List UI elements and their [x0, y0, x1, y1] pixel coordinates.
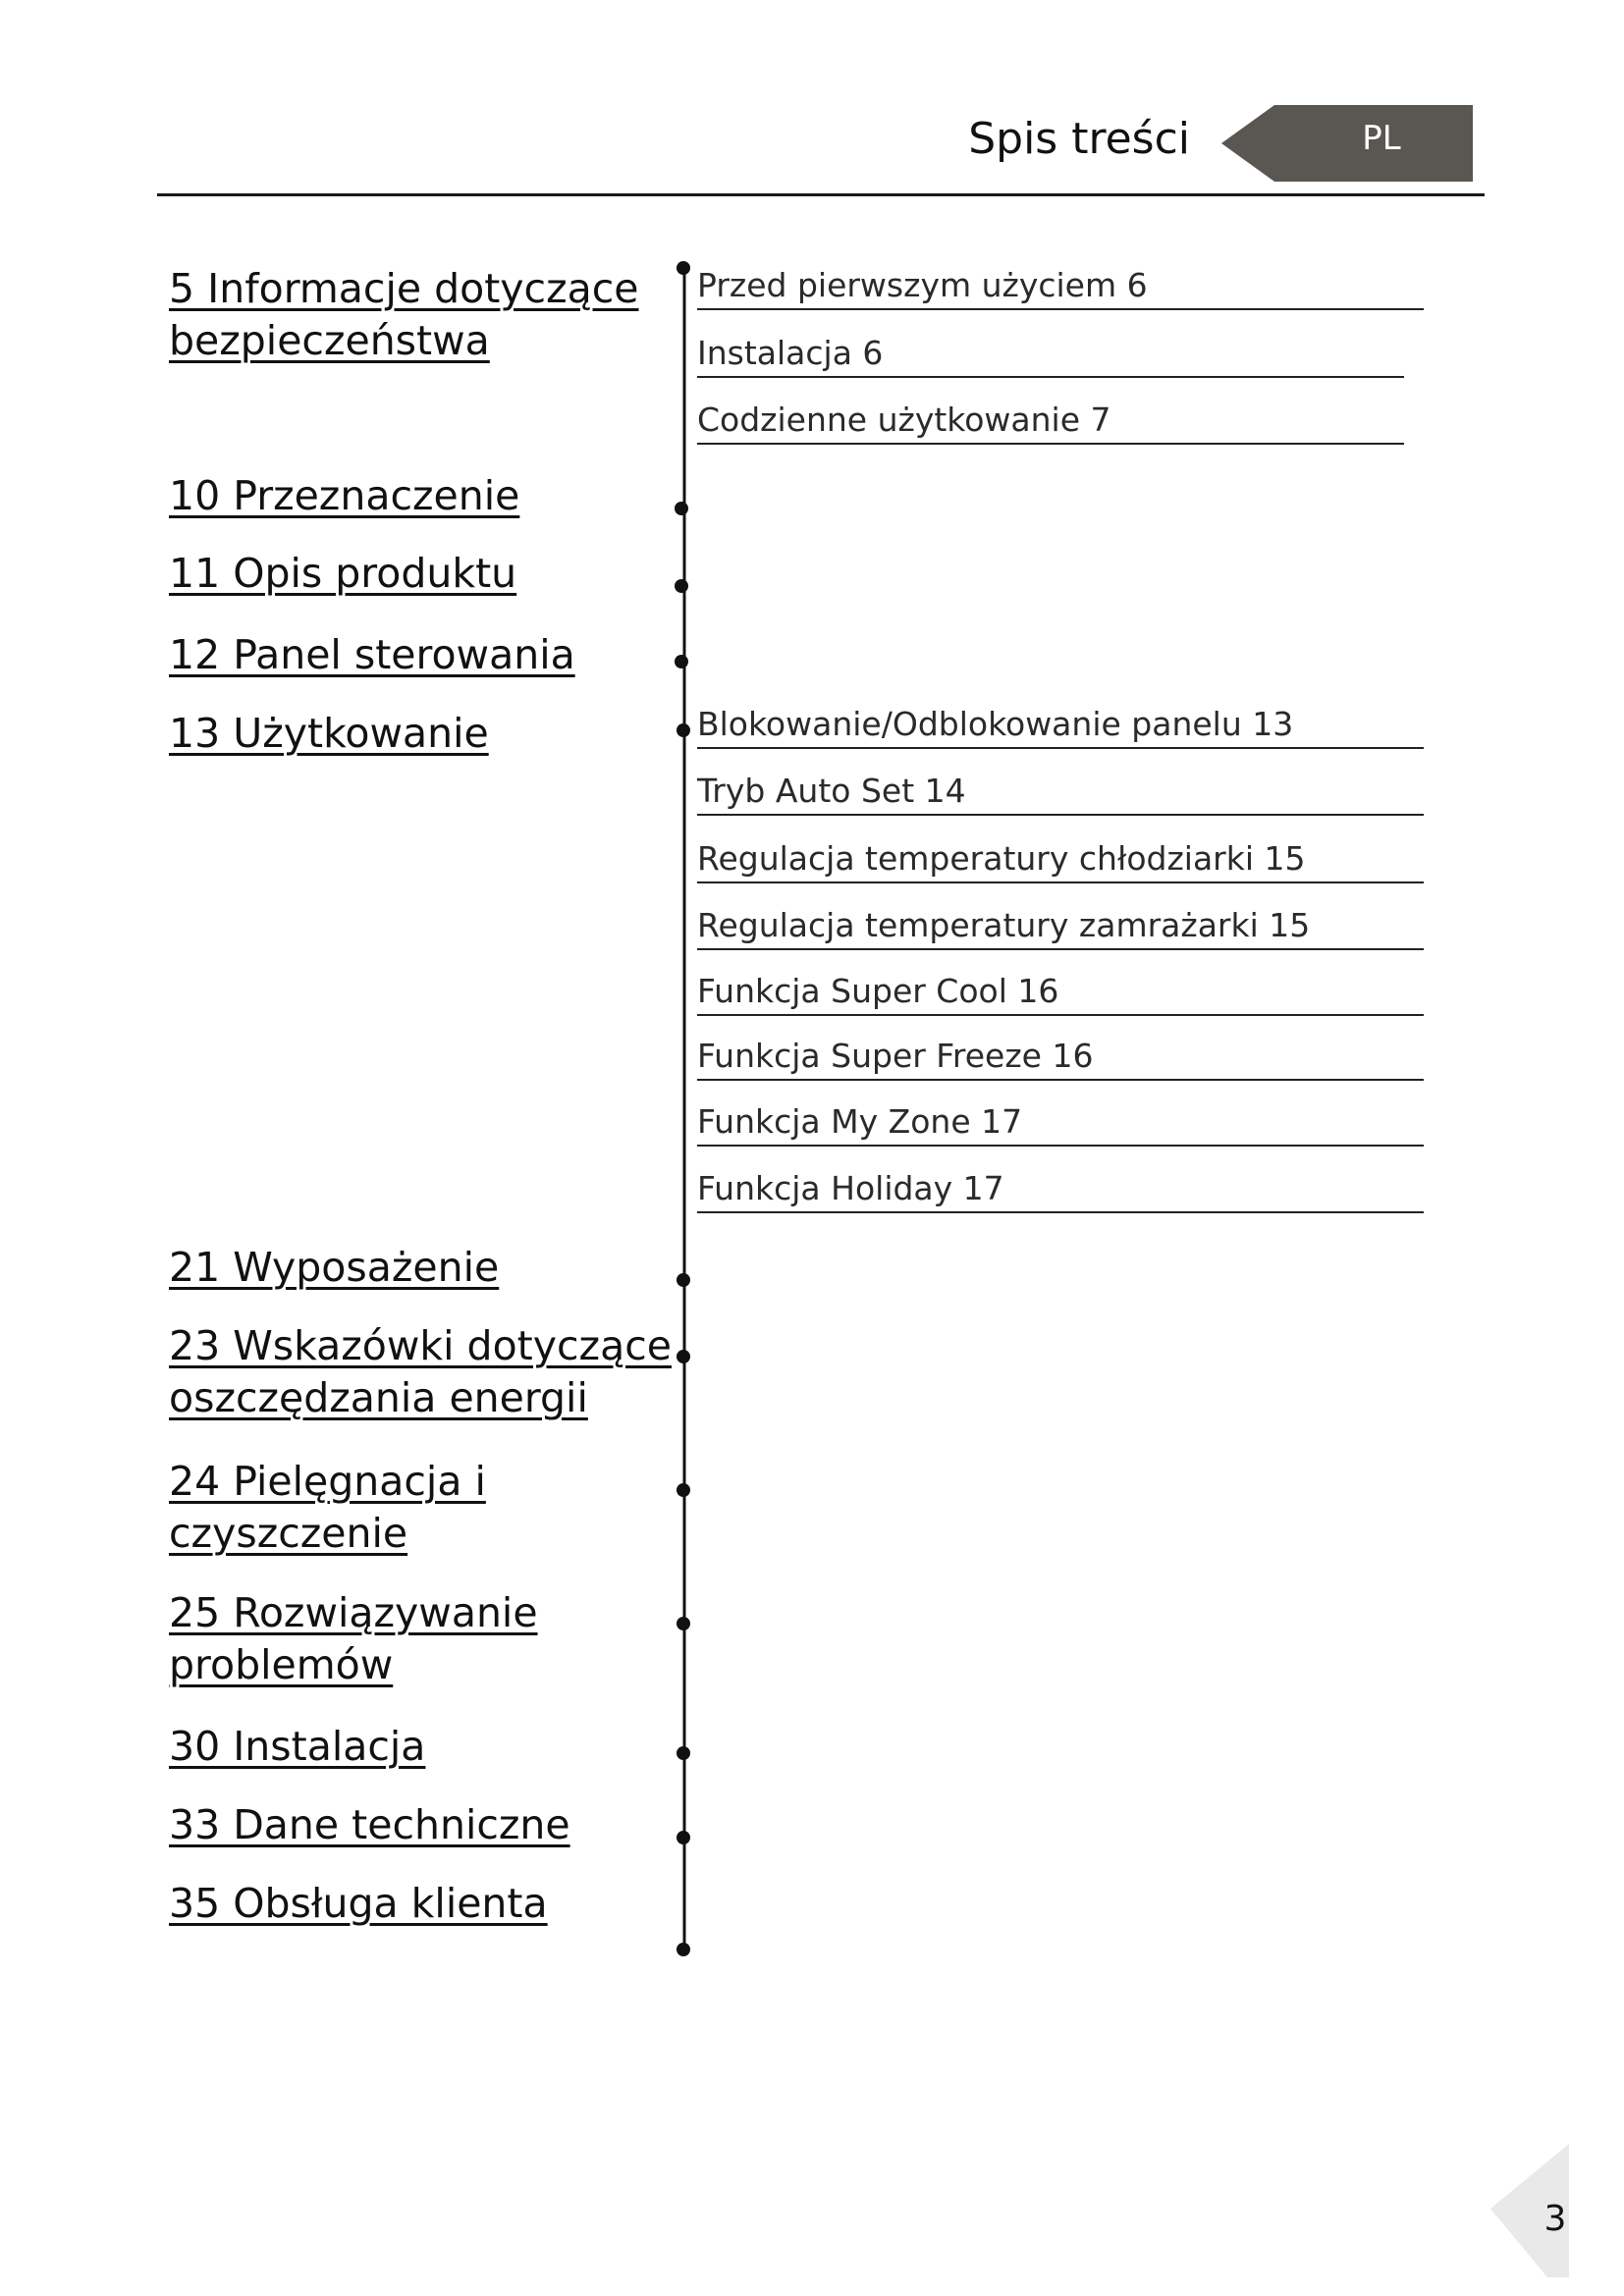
page-number: 3 [1543, 2199, 1567, 2239]
toc-subsection[interactable]: Regulacja temperatury chłodziarki 15 [697, 836, 1424, 883]
toc-subsection[interactable]: Tryb Auto Set 14 [697, 769, 1424, 816]
toc-subsection[interactable]: Codzienne użytkowanie 7 [697, 398, 1404, 445]
toc-subsection[interactable]: Blokowanie/Odblokowanie panelu 13 [697, 702, 1424, 749]
toc-subsection[interactable]: Przed pierwszym użyciem 6 [697, 263, 1424, 310]
toc-subsection[interactable]: Regulacja temperatury zamrażarki 15 [697, 903, 1424, 950]
timeline-dot [677, 1943, 690, 1956]
toc-section-usage[interactable]: 13 Użytkowanie [169, 710, 489, 757]
toc-section-control-panel[interactable]: 12 Panel sterowania [169, 631, 575, 678]
header-divider [157, 193, 1485, 196]
toc-section-technical-data[interactable]: 33 Dane techniczne [169, 1801, 570, 1848]
toc-section-care-cleaning[interactable]: 24 Pielęgnacja i czyszczenie [169, 1458, 486, 1557]
toc-section-safety[interactable]: 5 Informacje dotyczące bezpieczeństwa [169, 265, 639, 364]
toc-section-product-description[interactable]: 11 Opis produktu [169, 550, 517, 597]
toc-section-purpose[interactable]: 10 Przeznaczenie [169, 472, 520, 519]
toc-section-accessories[interactable]: 21 Wyposażenie [169, 1244, 500, 1291]
toc-subsection[interactable]: Funkcja Holiday 17 [697, 1166, 1424, 1213]
language-tab [1221, 105, 1473, 182]
toc-section-energy-saving[interactable]: 23 Wskazówki dotyczące oszczędzania energii [169, 1322, 672, 1421]
toc-subsection[interactable]: Instalacja 6 [697, 331, 1404, 378]
toc-subsection[interactable]: Funkcja Super Cool 16 [697, 969, 1424, 1016]
toc-subsection[interactable]: Funkcja Super Freeze 16 [697, 1034, 1424, 1081]
toc-section-troubleshooting[interactable]: 25 Rozwiązywanie problemów [169, 1589, 538, 1688]
language-label: PL [1362, 119, 1401, 158]
toc-section-installation[interactable]: 30 Instalacja [169, 1723, 426, 1770]
toc-section-customer-service[interactable]: 35 Obsługa klienta [169, 1880, 548, 1927]
page-title: Spis treści [968, 114, 1190, 164]
toc-subsection[interactable]: Funkcja My Zone 17 [697, 1099, 1424, 1147]
